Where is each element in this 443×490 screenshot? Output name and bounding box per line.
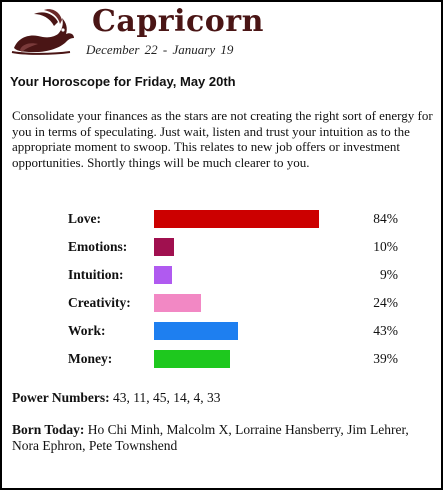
rating-label: Creativity: bbox=[68, 295, 131, 310]
rating-label: Intuition: bbox=[68, 267, 124, 282]
rating-row bbox=[68, 319, 398, 347]
rating-bar bbox=[154, 238, 174, 256]
rating-bar bbox=[154, 350, 230, 368]
rating-bar-track bbox=[154, 210, 350, 228]
rating-bar bbox=[154, 266, 172, 284]
horoscope-reading: Consolidate your finances as the stars are not creating the right sort of energy for you in terms of speculating. Just wait, listen and trust your intuition as to the appropriate moment to swoop. This relates to new job offers or investment opportunities. Shortly things will be much clearer to you. bbox=[12, 108, 433, 170]
rating-value: 24% bbox=[373, 295, 398, 310]
rating-row bbox=[68, 235, 398, 263]
born-today-label: Born Today: bbox=[12, 422, 85, 437]
sign-date-range: December 22 - January 19 bbox=[86, 42, 234, 57]
rating-value: 10% bbox=[373, 239, 398, 254]
rating-row bbox=[68, 291, 398, 319]
rating-row bbox=[68, 263, 398, 291]
born-today bbox=[12, 422, 436, 454]
capricorn-goat-icon bbox=[8, 8, 80, 56]
ratings-chart bbox=[68, 207, 398, 375]
rating-value: 43% bbox=[373, 323, 398, 338]
rating-bar-track bbox=[154, 294, 350, 312]
rating-value: 9% bbox=[380, 267, 398, 282]
rating-bar bbox=[154, 322, 238, 340]
rating-bar bbox=[154, 294, 201, 312]
rating-label: Money: bbox=[68, 351, 113, 366]
rating-value: 39% bbox=[373, 351, 398, 366]
born-today-value: Ho Chi Minh, Malcolm X, Lorraine Hansberry, Jim Lehrer, Nora Ephron, Pete Townshend bbox=[12, 422, 409, 453]
sign-header bbox=[2, 2, 441, 64]
rating-bar-track bbox=[154, 266, 350, 284]
rating-label: Emotions: bbox=[68, 239, 128, 254]
rating-label: Love: bbox=[68, 211, 101, 226]
rating-bar-track bbox=[154, 322, 350, 340]
power-numbers-value: 43, 11, 45, 14, 4, 33 bbox=[112, 390, 221, 405]
rating-row bbox=[68, 347, 398, 375]
rating-row bbox=[68, 207, 398, 235]
sign-title: Capricorn bbox=[92, 4, 264, 39]
rating-bar-track bbox=[154, 350, 350, 368]
rating-value: 84% bbox=[373, 211, 398, 226]
rating-label: Work: bbox=[68, 323, 106, 338]
rating-bar bbox=[154, 210, 319, 228]
power-numbers-label: Power Numbers: bbox=[12, 390, 110, 405]
horoscope-date-heading: Your Horoscope for Friday, May 20th bbox=[10, 74, 236, 89]
power-numbers bbox=[12, 390, 436, 406]
rating-bar-track bbox=[154, 238, 350, 256]
